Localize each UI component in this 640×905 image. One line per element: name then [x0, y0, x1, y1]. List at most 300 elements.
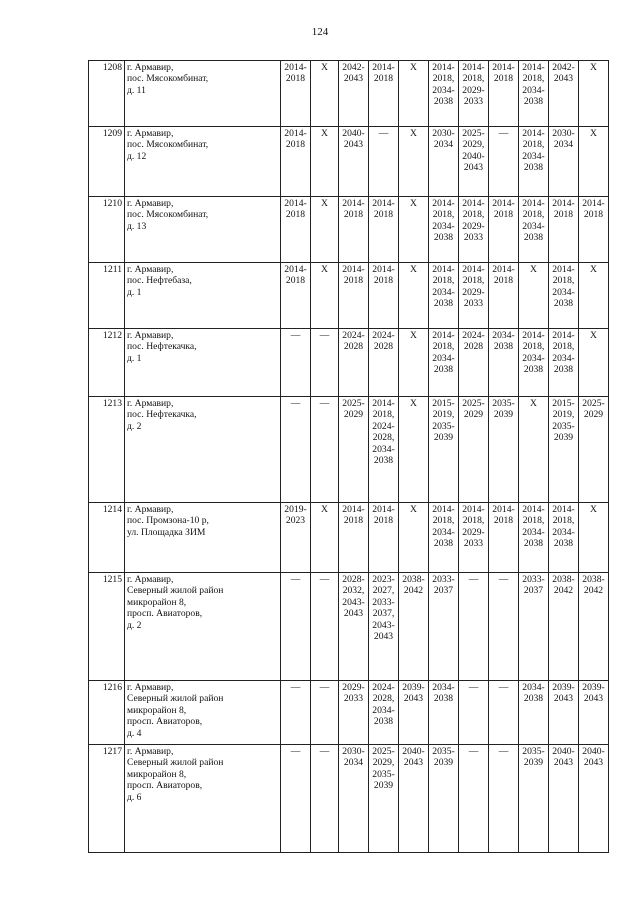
- period-cell: [429, 745, 459, 853]
- period-line: Х: [321, 198, 328, 209]
- period-line: 2034-: [372, 704, 395, 716]
- period-cell: [429, 681, 459, 745]
- period-cell: [311, 681, 339, 745]
- period-cell: [311, 503, 339, 573]
- period-cell: [281, 61, 311, 127]
- period-line: 2034-: [522, 526, 545, 538]
- period-line: 2029-: [342, 682, 365, 693]
- period-line: 2018,: [522, 515, 545, 527]
- period-cell: [459, 397, 489, 503]
- period-cell: [369, 329, 399, 397]
- period-line: 2034-: [552, 286, 575, 298]
- period-line: 2018,: [522, 341, 545, 353]
- period-line: 2018,: [522, 139, 545, 151]
- row-number: 1213: [89, 397, 125, 503]
- period-line: 2014-: [462, 198, 485, 209]
- period-line: 2014-: [432, 62, 455, 73]
- address-line: микрорайон 8,: [127, 704, 187, 716]
- row-number: 1214: [89, 503, 125, 573]
- period-line: 2019-: [284, 504, 307, 515]
- period-cell: [579, 397, 609, 503]
- period-line: 2033: [463, 538, 484, 550]
- address-line: пос. Нефтекачка,: [127, 409, 197, 421]
- period-cell: [399, 573, 429, 681]
- period-line: 2030-: [342, 746, 365, 757]
- period-line: 2034: [433, 139, 454, 151]
- period-line: 2014-: [492, 264, 515, 275]
- address-line: г. Армавир,: [127, 264, 174, 275]
- period-line: 2014-: [462, 264, 485, 275]
- period-cell: [579, 197, 609, 263]
- table-row: [89, 503, 609, 573]
- period-line: 2029,: [372, 757, 395, 769]
- address-line: просп. Авиаторов,: [127, 716, 203, 728]
- period-cell: [549, 681, 579, 745]
- period-line: 2043: [553, 757, 574, 769]
- period-line: 2028: [463, 341, 484, 353]
- period-cell: [281, 745, 311, 853]
- period-line: 2042: [553, 585, 574, 597]
- address-line: пос. Нефтекачка,: [127, 341, 197, 353]
- period-line: 2039: [373, 780, 394, 792]
- period-line: 2038: [433, 232, 454, 244]
- period-cell: [549, 397, 579, 503]
- period-line: 2025-: [582, 398, 605, 409]
- period-cell: [429, 127, 459, 197]
- period-line: 2014-: [522, 62, 545, 73]
- period-line: Х: [530, 264, 537, 275]
- period-line: 2014-: [372, 504, 395, 515]
- period-cell: [399, 61, 429, 127]
- period-cell: [369, 127, 399, 197]
- address-line: Северный жилой район: [127, 585, 224, 597]
- period-line: —: [498, 574, 509, 585]
- period-cell: [281, 127, 311, 197]
- address-line: д. 1: [127, 286, 142, 298]
- period-cell: [459, 263, 489, 329]
- period-line: 2042: [583, 585, 604, 597]
- period-line: 2018: [493, 275, 514, 287]
- period-cell: [459, 61, 489, 127]
- period-cell: [399, 263, 429, 329]
- period-line: —: [319, 398, 330, 409]
- period-cell: [519, 61, 549, 127]
- period-line: —: [468, 682, 479, 693]
- period-line: 2018,: [552, 341, 575, 353]
- period-cell: [339, 503, 369, 573]
- period-cell: [579, 127, 609, 197]
- period-line: 2035-: [552, 420, 575, 432]
- period-line: Х: [590, 62, 597, 73]
- period-line: 2038: [433, 298, 454, 310]
- address-cell: [125, 61, 281, 127]
- period-cell: [369, 61, 399, 127]
- period-line: 2040-: [582, 746, 605, 757]
- period-line: Х: [410, 264, 417, 275]
- period-cell: [549, 263, 579, 329]
- period-line: 2018: [493, 209, 514, 221]
- period-cell: [369, 397, 399, 503]
- period-line: 2038: [523, 96, 544, 108]
- period-line: 2033: [463, 232, 484, 244]
- period-line: 2043: [343, 139, 364, 151]
- period-line: 2018,: [432, 73, 455, 85]
- period-cell: [519, 503, 549, 573]
- address-line: д. 6: [127, 791, 142, 803]
- period-line: 2038: [523, 693, 544, 705]
- period-cell: [519, 681, 549, 745]
- period-line: 2038: [523, 232, 544, 244]
- period-cell: [429, 503, 459, 573]
- period-line: 2038-: [402, 574, 425, 585]
- period-line: 2014-: [372, 62, 395, 73]
- table-row: [89, 61, 609, 127]
- period-cell: [399, 329, 429, 397]
- period-line: 2018,: [432, 341, 455, 353]
- period-line: 2018: [285, 275, 306, 287]
- period-line: 2038: [553, 298, 574, 310]
- period-line: 2034-: [432, 286, 455, 298]
- period-line: 2034-: [522, 150, 545, 162]
- address-cell: [125, 197, 281, 263]
- address-line: Северный жилой район: [127, 757, 224, 769]
- period-cell: [579, 263, 609, 329]
- period-line: —: [290, 398, 301, 409]
- period-line: —: [468, 746, 479, 757]
- period-line: 2033-: [372, 596, 395, 608]
- period-cell: [369, 503, 399, 573]
- period-cell: [311, 263, 339, 329]
- period-line: 2018,: [462, 515, 485, 527]
- period-cell: [369, 197, 399, 263]
- period-cell: [489, 329, 519, 397]
- period-cell: [281, 329, 311, 397]
- period-cell: [369, 745, 399, 853]
- address-cell: [125, 127, 281, 197]
- table-row: [89, 397, 609, 503]
- period-cell: [369, 573, 399, 681]
- period-line: 2015-: [432, 398, 455, 409]
- period-line: 2038: [433, 364, 454, 376]
- period-line: 2043: [403, 757, 424, 769]
- period-line: 2014-: [492, 198, 515, 209]
- row-number: 1216: [89, 681, 125, 745]
- period-line: Х: [590, 330, 597, 341]
- period-cell: [311, 329, 339, 397]
- address-line: Северный жилой район: [127, 693, 224, 705]
- period-line: 2018,: [462, 275, 485, 287]
- period-cell: [519, 397, 549, 503]
- period-line: 2029: [583, 409, 604, 421]
- period-line: 2034: [343, 757, 364, 769]
- period-cell: [459, 197, 489, 263]
- period-line: 2035-: [432, 746, 455, 757]
- address-line: д. 13: [127, 220, 147, 232]
- period-line: 2034-: [522, 352, 545, 364]
- period-cell: [489, 573, 519, 681]
- period-cell: [281, 397, 311, 503]
- period-line: 2034-: [432, 526, 455, 538]
- period-line: 2029-: [462, 286, 485, 298]
- period-line: 2014-: [284, 128, 307, 139]
- row-number: 1209: [89, 127, 125, 197]
- period-line: Х: [410, 330, 417, 341]
- period-cell: [459, 329, 489, 397]
- period-line: —: [468, 574, 479, 585]
- period-line: 2024-: [462, 330, 485, 341]
- period-line: 2033-: [432, 574, 455, 585]
- period-line: 2014-: [552, 198, 575, 209]
- period-line: 2014-: [552, 264, 575, 275]
- row-number: 1217: [89, 745, 125, 853]
- period-cell: [429, 397, 459, 503]
- period-line: 2038: [433, 96, 454, 108]
- period-line: —: [290, 746, 301, 757]
- period-line: 2018: [343, 515, 364, 527]
- period-line: 2018: [583, 209, 604, 221]
- row-number: 1211: [89, 263, 125, 329]
- period-line: 2014-: [522, 330, 545, 341]
- period-line: 2018: [373, 209, 394, 221]
- period-line: 2033: [463, 298, 484, 310]
- row-number: 1215: [89, 573, 125, 681]
- period-line: 2042: [403, 585, 424, 597]
- period-line: 2019,: [552, 409, 575, 421]
- period-cell: [339, 573, 369, 681]
- address-line: пос. Мясокомбинат,: [127, 209, 209, 221]
- period-line: 2030-: [552, 128, 575, 139]
- period-line: —: [319, 746, 330, 757]
- address-line: д. 4: [127, 727, 142, 739]
- address-cell: [125, 745, 281, 853]
- address-line: д. 1: [127, 352, 142, 364]
- period-line: —: [319, 330, 330, 341]
- period-cell: [369, 681, 399, 745]
- period-line: —: [378, 128, 389, 139]
- address-cell: [125, 263, 281, 329]
- period-cell: [399, 503, 429, 573]
- period-cell: [579, 681, 609, 745]
- period-line: 2038: [523, 162, 544, 174]
- period-line: 2029-: [462, 220, 485, 232]
- period-line: —: [319, 682, 330, 693]
- period-line: 2014-: [492, 62, 515, 73]
- period-line: 2039-: [402, 682, 425, 693]
- period-cell: [549, 61, 579, 127]
- period-cell: [399, 197, 429, 263]
- period-line: 2018,: [552, 275, 575, 287]
- period-line: 2018: [343, 275, 364, 287]
- period-line: 2043: [553, 73, 574, 85]
- period-line: Х: [590, 504, 597, 515]
- period-line: 2034-: [522, 84, 545, 96]
- period-line: —: [290, 574, 301, 585]
- table-row: [89, 681, 609, 745]
- period-line: 2043: [403, 693, 424, 705]
- period-cell: [339, 263, 369, 329]
- address-line: пос. Мясокомбинат,: [127, 139, 209, 151]
- period-line: 2033: [343, 693, 364, 705]
- period-cell: [519, 263, 549, 329]
- period-line: 2014-: [284, 264, 307, 275]
- period-cell: [489, 503, 519, 573]
- period-line: Х: [321, 128, 328, 139]
- period-line: 2028: [343, 341, 364, 353]
- period-cell: [429, 329, 459, 397]
- address-line: пос. Мясокомбинат,: [127, 73, 209, 85]
- address-line: г. Армавир,: [127, 504, 174, 515]
- address-line: д. 2: [127, 420, 142, 432]
- period-line: 2024-: [372, 682, 395, 693]
- address-line: пос. Промзона-10 р,: [127, 515, 209, 527]
- period-line: 2039: [523, 757, 544, 769]
- period-cell: [519, 329, 549, 397]
- period-line: 2018,: [372, 409, 395, 421]
- address-line: г. Армавир,: [127, 574, 174, 585]
- period-cell: [311, 61, 339, 127]
- period-cell: [489, 397, 519, 503]
- period-cell: [311, 197, 339, 263]
- address-line: д. 2: [127, 619, 142, 631]
- period-line: 2042-: [342, 62, 365, 73]
- period-line: 2014-: [492, 504, 515, 515]
- period-line: 2018,: [552, 515, 575, 527]
- period-line: 2039: [553, 432, 574, 444]
- period-line: 2018,: [522, 73, 545, 85]
- period-line: 2025-: [462, 398, 485, 409]
- address-line: д. 11: [127, 84, 146, 96]
- period-cell: [281, 573, 311, 681]
- period-cell: [339, 397, 369, 503]
- period-line: 2014-: [522, 504, 545, 515]
- period-cell: [369, 263, 399, 329]
- period-line: 2033-: [522, 574, 545, 585]
- period-cell: [579, 503, 609, 573]
- period-line: 2018: [493, 515, 514, 527]
- period-line: 2038: [553, 538, 574, 550]
- period-line: 2014-: [284, 62, 307, 73]
- address-line: д. 12: [127, 150, 147, 162]
- period-cell: [579, 329, 609, 397]
- period-line: 2035-: [492, 398, 515, 409]
- address-line: г. Армавир,: [127, 746, 174, 757]
- period-line: 2027,: [372, 585, 395, 597]
- period-cell: [339, 127, 369, 197]
- period-line: 2039-: [552, 682, 575, 693]
- period-line: Х: [410, 398, 417, 409]
- period-line: 2024-: [342, 330, 365, 341]
- period-cell: [489, 127, 519, 197]
- table-row: [89, 329, 609, 397]
- period-cell: [579, 61, 609, 127]
- period-line: 2014-: [372, 264, 395, 275]
- period-line: 2014-: [522, 128, 545, 139]
- address-line: микрорайон 8,: [127, 596, 187, 608]
- period-cell: [281, 681, 311, 745]
- table-row: [89, 263, 609, 329]
- period-line: 2043: [583, 693, 604, 705]
- period-cell: [429, 263, 459, 329]
- table-row: [89, 127, 609, 197]
- period-cell: [311, 397, 339, 503]
- period-line: 2034-: [432, 84, 455, 96]
- period-cell: [339, 745, 369, 853]
- period-line: 2014-: [582, 198, 605, 209]
- address-line: г. Армавир,: [127, 198, 174, 209]
- period-cell: [489, 745, 519, 853]
- period-line: 2014-: [432, 504, 455, 515]
- table-row: [89, 197, 609, 263]
- period-line: 2034-: [432, 220, 455, 232]
- period-cell: [339, 681, 369, 745]
- address-line: просп. Авиаторов,: [127, 780, 203, 792]
- period-line: 2018: [553, 209, 574, 221]
- period-line: 2018: [493, 73, 514, 85]
- period-line: 2029,: [462, 139, 485, 151]
- period-line: 2018: [285, 209, 306, 221]
- period-line: 2043: [553, 693, 574, 705]
- address-line: ул. Площадка ЗИМ: [127, 526, 206, 538]
- period-line: 2034-: [492, 330, 515, 341]
- period-cell: [549, 573, 579, 681]
- period-line: 2014-: [432, 198, 455, 209]
- period-cell: [549, 503, 579, 573]
- period-line: —: [498, 682, 509, 693]
- period-line: 2014-: [432, 330, 455, 341]
- address-line: г. Армавир,: [127, 398, 174, 409]
- period-line: 2028: [373, 341, 394, 353]
- period-line: Х: [590, 128, 597, 139]
- period-line: 2034-: [552, 526, 575, 538]
- period-cell: [489, 61, 519, 127]
- row-number: 1212: [89, 329, 125, 397]
- period-line: 2015-: [552, 398, 575, 409]
- period-line: Х: [410, 198, 417, 209]
- period-line: 2024-: [372, 330, 395, 341]
- period-cell: [339, 197, 369, 263]
- period-line: 2014-: [284, 198, 307, 209]
- table-row: [89, 573, 609, 681]
- period-line: —: [498, 128, 509, 139]
- period-line: Х: [321, 62, 328, 73]
- period-line: 2040-: [552, 746, 575, 757]
- period-line: 2043: [343, 73, 364, 85]
- period-cell: [489, 681, 519, 745]
- period-line: Х: [590, 264, 597, 275]
- period-line: 2024-: [372, 420, 395, 432]
- period-cell: [459, 745, 489, 853]
- period-line: 2025-: [342, 398, 365, 409]
- period-line: Х: [410, 504, 417, 515]
- address-cell: [125, 329, 281, 397]
- period-line: 2018,: [432, 275, 455, 287]
- period-cell: [579, 573, 609, 681]
- period-line: 2014-: [462, 504, 485, 515]
- period-line: Х: [321, 264, 328, 275]
- period-cell: [339, 329, 369, 397]
- period-line: 2043: [463, 162, 484, 174]
- period-line: 2019,: [432, 409, 455, 421]
- period-line: 2034-: [372, 443, 395, 455]
- period-line: Х: [530, 398, 537, 409]
- period-line: 2018: [373, 275, 394, 287]
- period-line: 2025-: [462, 128, 485, 139]
- period-line: 2038: [373, 455, 394, 467]
- period-line: 2030-: [432, 128, 455, 139]
- period-line: 2037: [523, 585, 544, 597]
- period-line: 2018: [285, 73, 306, 85]
- period-line: —: [498, 746, 509, 757]
